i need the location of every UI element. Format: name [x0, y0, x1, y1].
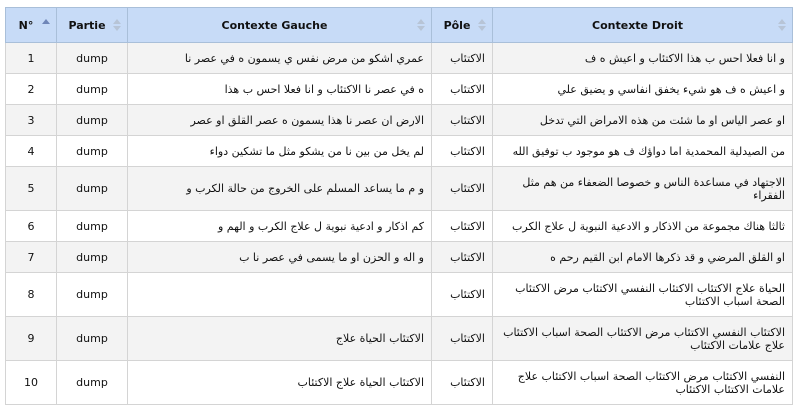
table-row[interactable]	[6, 273, 793, 317]
row-partie: dump	[57, 317, 128, 361]
table-row[interactable]	[6, 211, 793, 242]
table-row[interactable]	[6, 361, 793, 405]
row-left-context: عمري اشكو من مرض نفس ي يسمون ه في عصر نا	[128, 43, 432, 74]
row-number: 1	[6, 43, 57, 74]
table-row[interactable]	[6, 242, 793, 273]
row-left-context: كم اذكار و ادعية نبوية ل علاج الكرب و الهم و	[128, 211, 432, 242]
column-header-partie-label: Partie	[68, 18, 106, 32]
row-number: 10	[6, 361, 57, 405]
concordance-table	[5, 7, 793, 405]
row-partie: dump	[57, 136, 128, 167]
sort-ascending-icon	[42, 19, 50, 31]
row-right-context: النفسي الاكتئاب مرض الاكتئاب الصحة اسباب الاكتئاب علاج علامات الاكتئاب الاكتئاب	[493, 361, 793, 405]
concordance-table-container	[5, 7, 793, 405]
sort-icon	[778, 19, 786, 31]
row-number: 8	[6, 273, 57, 317]
column-header-contexte-gauche-label: Contexte Gauche	[221, 18, 328, 32]
row-right-context: الاجتهاد في مساعدة الناس و خصوصا الضعفاء من هم مثل الفقراء	[493, 167, 793, 211]
row-pole: الاكتئاب	[432, 136, 493, 167]
row-number: 7	[6, 242, 57, 273]
sort-icon	[417, 19, 425, 31]
row-partie: dump	[57, 105, 128, 136]
row-number: 9	[6, 317, 57, 361]
column-header-partie[interactable]	[57, 8, 128, 43]
row-number: 6	[6, 211, 57, 242]
row-number: 2	[6, 74, 57, 105]
row-left-context: ه في عصر نا الاكتئاب و انا فعلا احس ب هذا	[128, 74, 432, 105]
row-right-context: و انا فعلا احس ب هذا الاكتئاب و اعيش ه ف	[493, 43, 793, 74]
row-right-context: او عصر الياس او ما شئت من هذه الامراض التي تدخل	[493, 105, 793, 136]
row-right-context: الحياة علاج الاكتئاب الاكتئاب النفسي الاكتئاب مرض الاكتئاب الصحة اسباب الاكتئاب	[493, 273, 793, 317]
row-pole: الاكتئاب	[432, 105, 493, 136]
table-row[interactable]	[6, 74, 793, 105]
row-right-context: و اعيش ه ف هو شيء يخفق انفاسي و يضيق علي	[493, 74, 793, 105]
column-header-pole[interactable]	[432, 8, 493, 43]
row-partie: dump	[57, 211, 128, 242]
row-number: 5	[6, 167, 57, 211]
row-left-context: لم يخل من بين نا من يشكو مثل ما تشكين دواء	[128, 136, 432, 167]
row-pole: الاكتئاب	[432, 167, 493, 211]
header-row	[6, 8, 793, 43]
row-pole: الاكتئاب	[432, 211, 493, 242]
row-pole: الاكتئاب	[432, 74, 493, 105]
column-header-contexte-droit[interactable]	[493, 8, 793, 43]
row-partie: dump	[57, 74, 128, 105]
sort-icon	[478, 19, 486, 31]
column-header-contexte-droit-label: Contexte Droit	[592, 18, 683, 32]
row-left-context: الارض ان عصر نا هذا يسمون ه عصر القلق او عصر	[128, 105, 432, 136]
row-left-context: الاكتئاب الحياة علاج	[128, 317, 432, 361]
column-header-number-label: N°	[18, 18, 34, 32]
row-pole: الاكتئاب	[432, 273, 493, 317]
row-pole: الاكتئاب	[432, 43, 493, 74]
row-pole: الاكتئاب	[432, 361, 493, 405]
row-pole: الاكتئاب	[432, 317, 493, 361]
row-number: 3	[6, 105, 57, 136]
row-right-context: ثالثا هناك مجموعة من الاذكار و الادعية النبوية ل علاج الكرب	[493, 211, 793, 242]
row-left-context: الاكتئاب الحياة علاج الاكتئاب	[128, 361, 432, 405]
row-partie: dump	[57, 361, 128, 405]
table-row[interactable]	[6, 43, 793, 74]
row-partie: dump	[57, 43, 128, 74]
row-number: 4	[6, 136, 57, 167]
row-right-context: الاكتئاب النفسي الاكتئاب مرض الاكتئاب الصحة اسباب الاكتئاب علاج علامات الاكتئاب	[493, 317, 793, 361]
row-left-context	[128, 273, 432, 317]
row-left-context: و اله و الحزن او ما يسمى في عصر نا ب	[128, 242, 432, 273]
row-partie: dump	[57, 273, 128, 317]
row-left-context: و م ما يساعد المسلم على الخروج من حالة الكرب و	[128, 167, 432, 211]
sort-icon	[113, 19, 121, 31]
row-right-context: او القلق المرضي و قد ذكرها الامام ابن القيم رحم ه	[493, 242, 793, 273]
column-header-pole-label: Pôle	[443, 18, 471, 32]
table-row[interactable]	[6, 105, 793, 136]
column-header-contexte-gauche[interactable]	[128, 8, 432, 43]
table-row[interactable]	[6, 136, 793, 167]
table-row[interactable]	[6, 317, 793, 361]
row-pole: الاكتئاب	[432, 242, 493, 273]
row-partie: dump	[57, 242, 128, 273]
row-partie: dump	[57, 167, 128, 211]
table-row[interactable]	[6, 167, 793, 211]
row-right-context: من الصيدلية المحمدية اما دواؤك ف هو موجود ب توفيق الله	[493, 136, 793, 167]
column-header-number[interactable]	[6, 8, 57, 43]
